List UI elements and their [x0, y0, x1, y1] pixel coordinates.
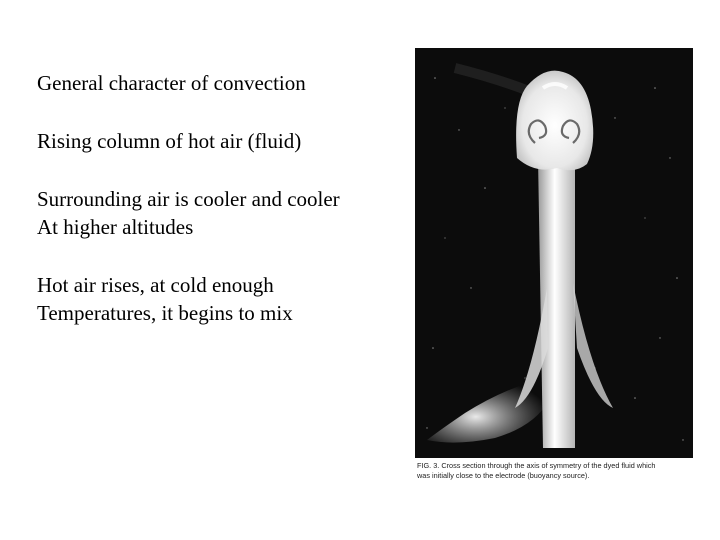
figure-caption-line-2: was initially close to the electrode (buoyancy source). — [417, 471, 590, 480]
heading-general-character: General character of convection — [37, 71, 306, 95]
figure-caption-line-1: FIG. 3. Cross section through the axis of symmetry of the dyed fluid which — [417, 461, 656, 470]
bullet-surrounding-air: Surrounding air is cooler and cooler — [37, 187, 340, 211]
bullet-surrounding-air-cont: At higher altitudes — [37, 215, 194, 239]
plume-photo — [415, 48, 693, 458]
bullet-hot-air-rises-cont: Temperatures, it begins to mix — [37, 301, 293, 325]
figure-caption — [417, 461, 693, 481]
bullet-rising-column: Rising column of hot air (fluid) — [37, 129, 302, 153]
bullet-hot-air-rises: Hot air rises, at cold enough — [37, 273, 274, 297]
convection-plume-figure — [415, 48, 693, 488]
